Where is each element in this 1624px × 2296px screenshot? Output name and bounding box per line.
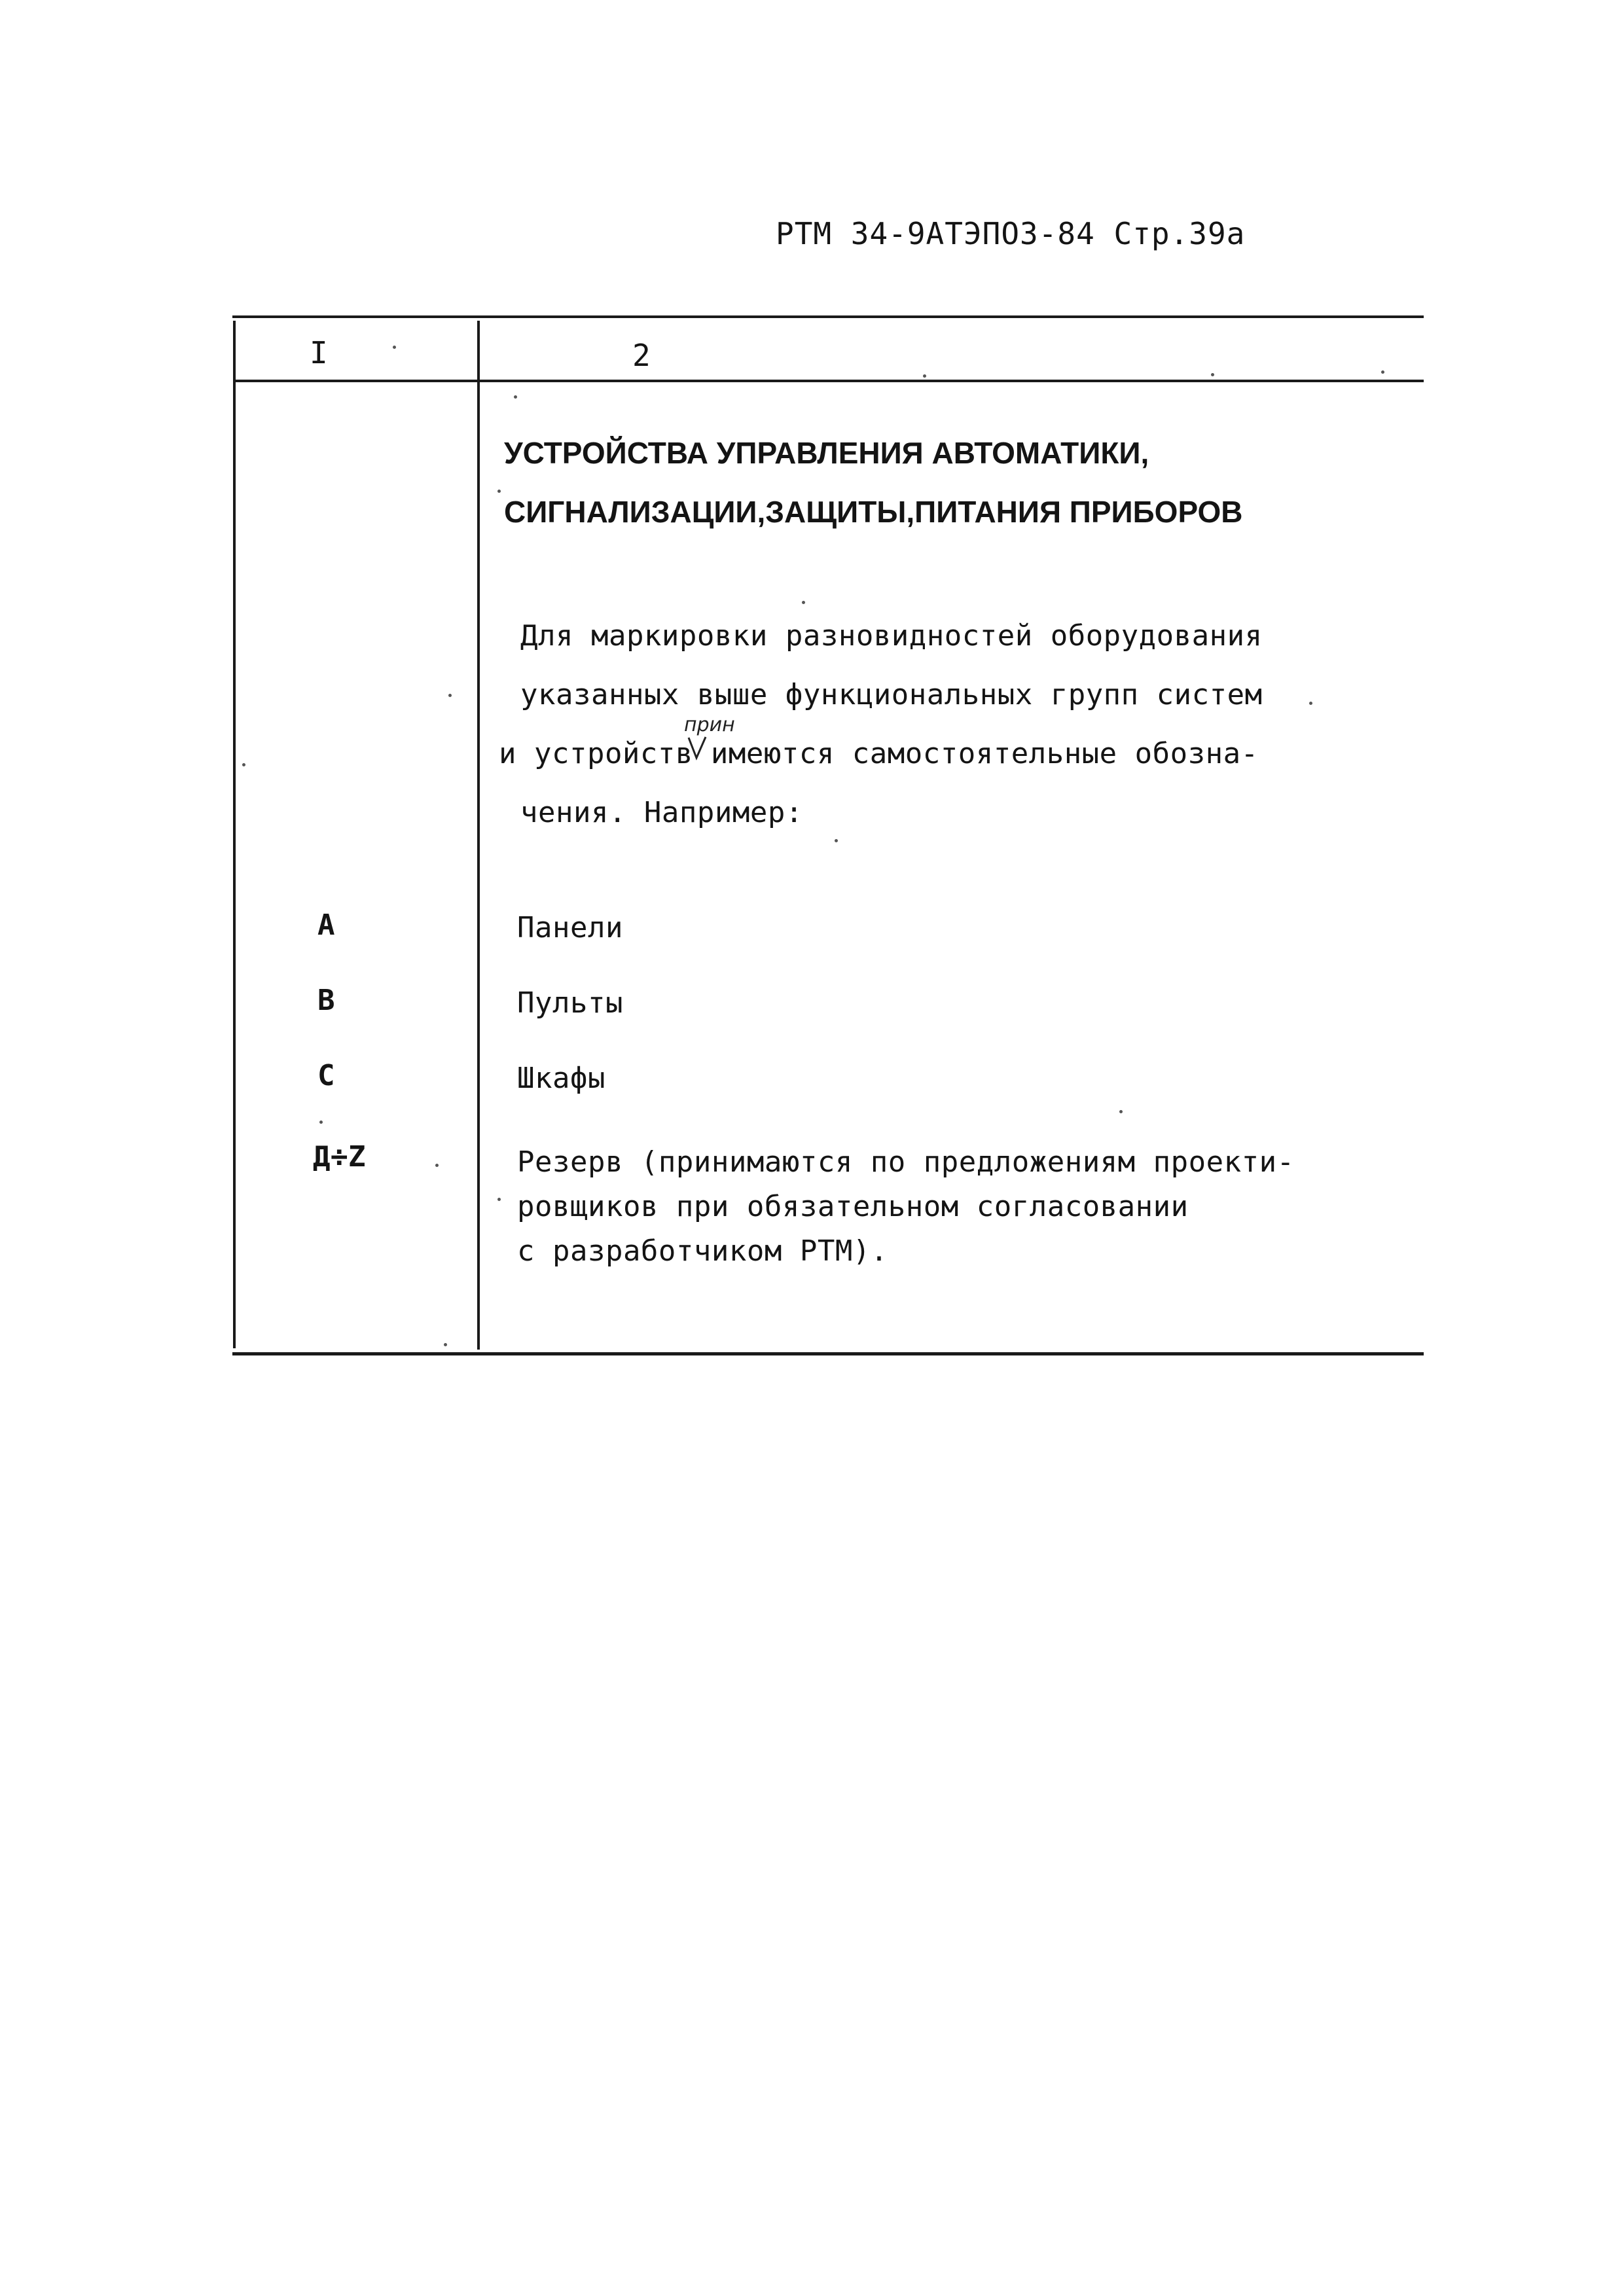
row-description-line-2: ровщиков при обязательном согласовании bbox=[517, 1190, 1189, 1223]
column-header-2: 2 bbox=[632, 338, 651, 373]
row-code: В bbox=[317, 984, 335, 1017]
column-header-1: I bbox=[310, 335, 329, 370]
row-description: Шкафы bbox=[517, 1062, 605, 1095]
table-bottom-rule bbox=[232, 1352, 1424, 1355]
handwritten-insert: прин bbox=[684, 713, 735, 736]
intro-line-2: указанных выше функциональных групп систем bbox=[520, 678, 1263, 711]
row-description-line-3: с разработчиком РТМ). bbox=[517, 1234, 888, 1268]
row-code: А bbox=[317, 908, 335, 942]
document-reference: РТМ 34-9АТЭПО3-84 Стр.39а bbox=[776, 216, 1246, 251]
intro-line-1: Для маркировки разновидностей оборудования bbox=[520, 619, 1263, 653]
column-divider bbox=[477, 321, 480, 1350]
row-code: С bbox=[317, 1059, 335, 1092]
intro-line-3: и устройств имеются самостоятельные обозна- bbox=[499, 737, 1259, 770]
section-title-line-2: СИГНАЛИЗАЦИИ,ЗАЩИТЫ,ПИТАНИЯ ПРИБОРОВ bbox=[504, 495, 1243, 529]
row-code: Д÷Z bbox=[313, 1140, 366, 1174]
table-header-rule bbox=[236, 380, 1424, 382]
table-top-rule bbox=[232, 315, 1424, 318]
row-description: Пульты bbox=[517, 986, 623, 1020]
intro-line-4: чения. Например: bbox=[520, 796, 803, 829]
section-title-line-1: УСТРОЙСТВА УПРАВЛЕНИЯ АВТОМАТИКИ, bbox=[504, 436, 1149, 470]
row-description-line-1: Резерв (принимаются по предложениям проекти- bbox=[517, 1145, 1295, 1179]
row-description: Панели bbox=[517, 911, 623, 944]
table-left-border bbox=[233, 321, 236, 1348]
